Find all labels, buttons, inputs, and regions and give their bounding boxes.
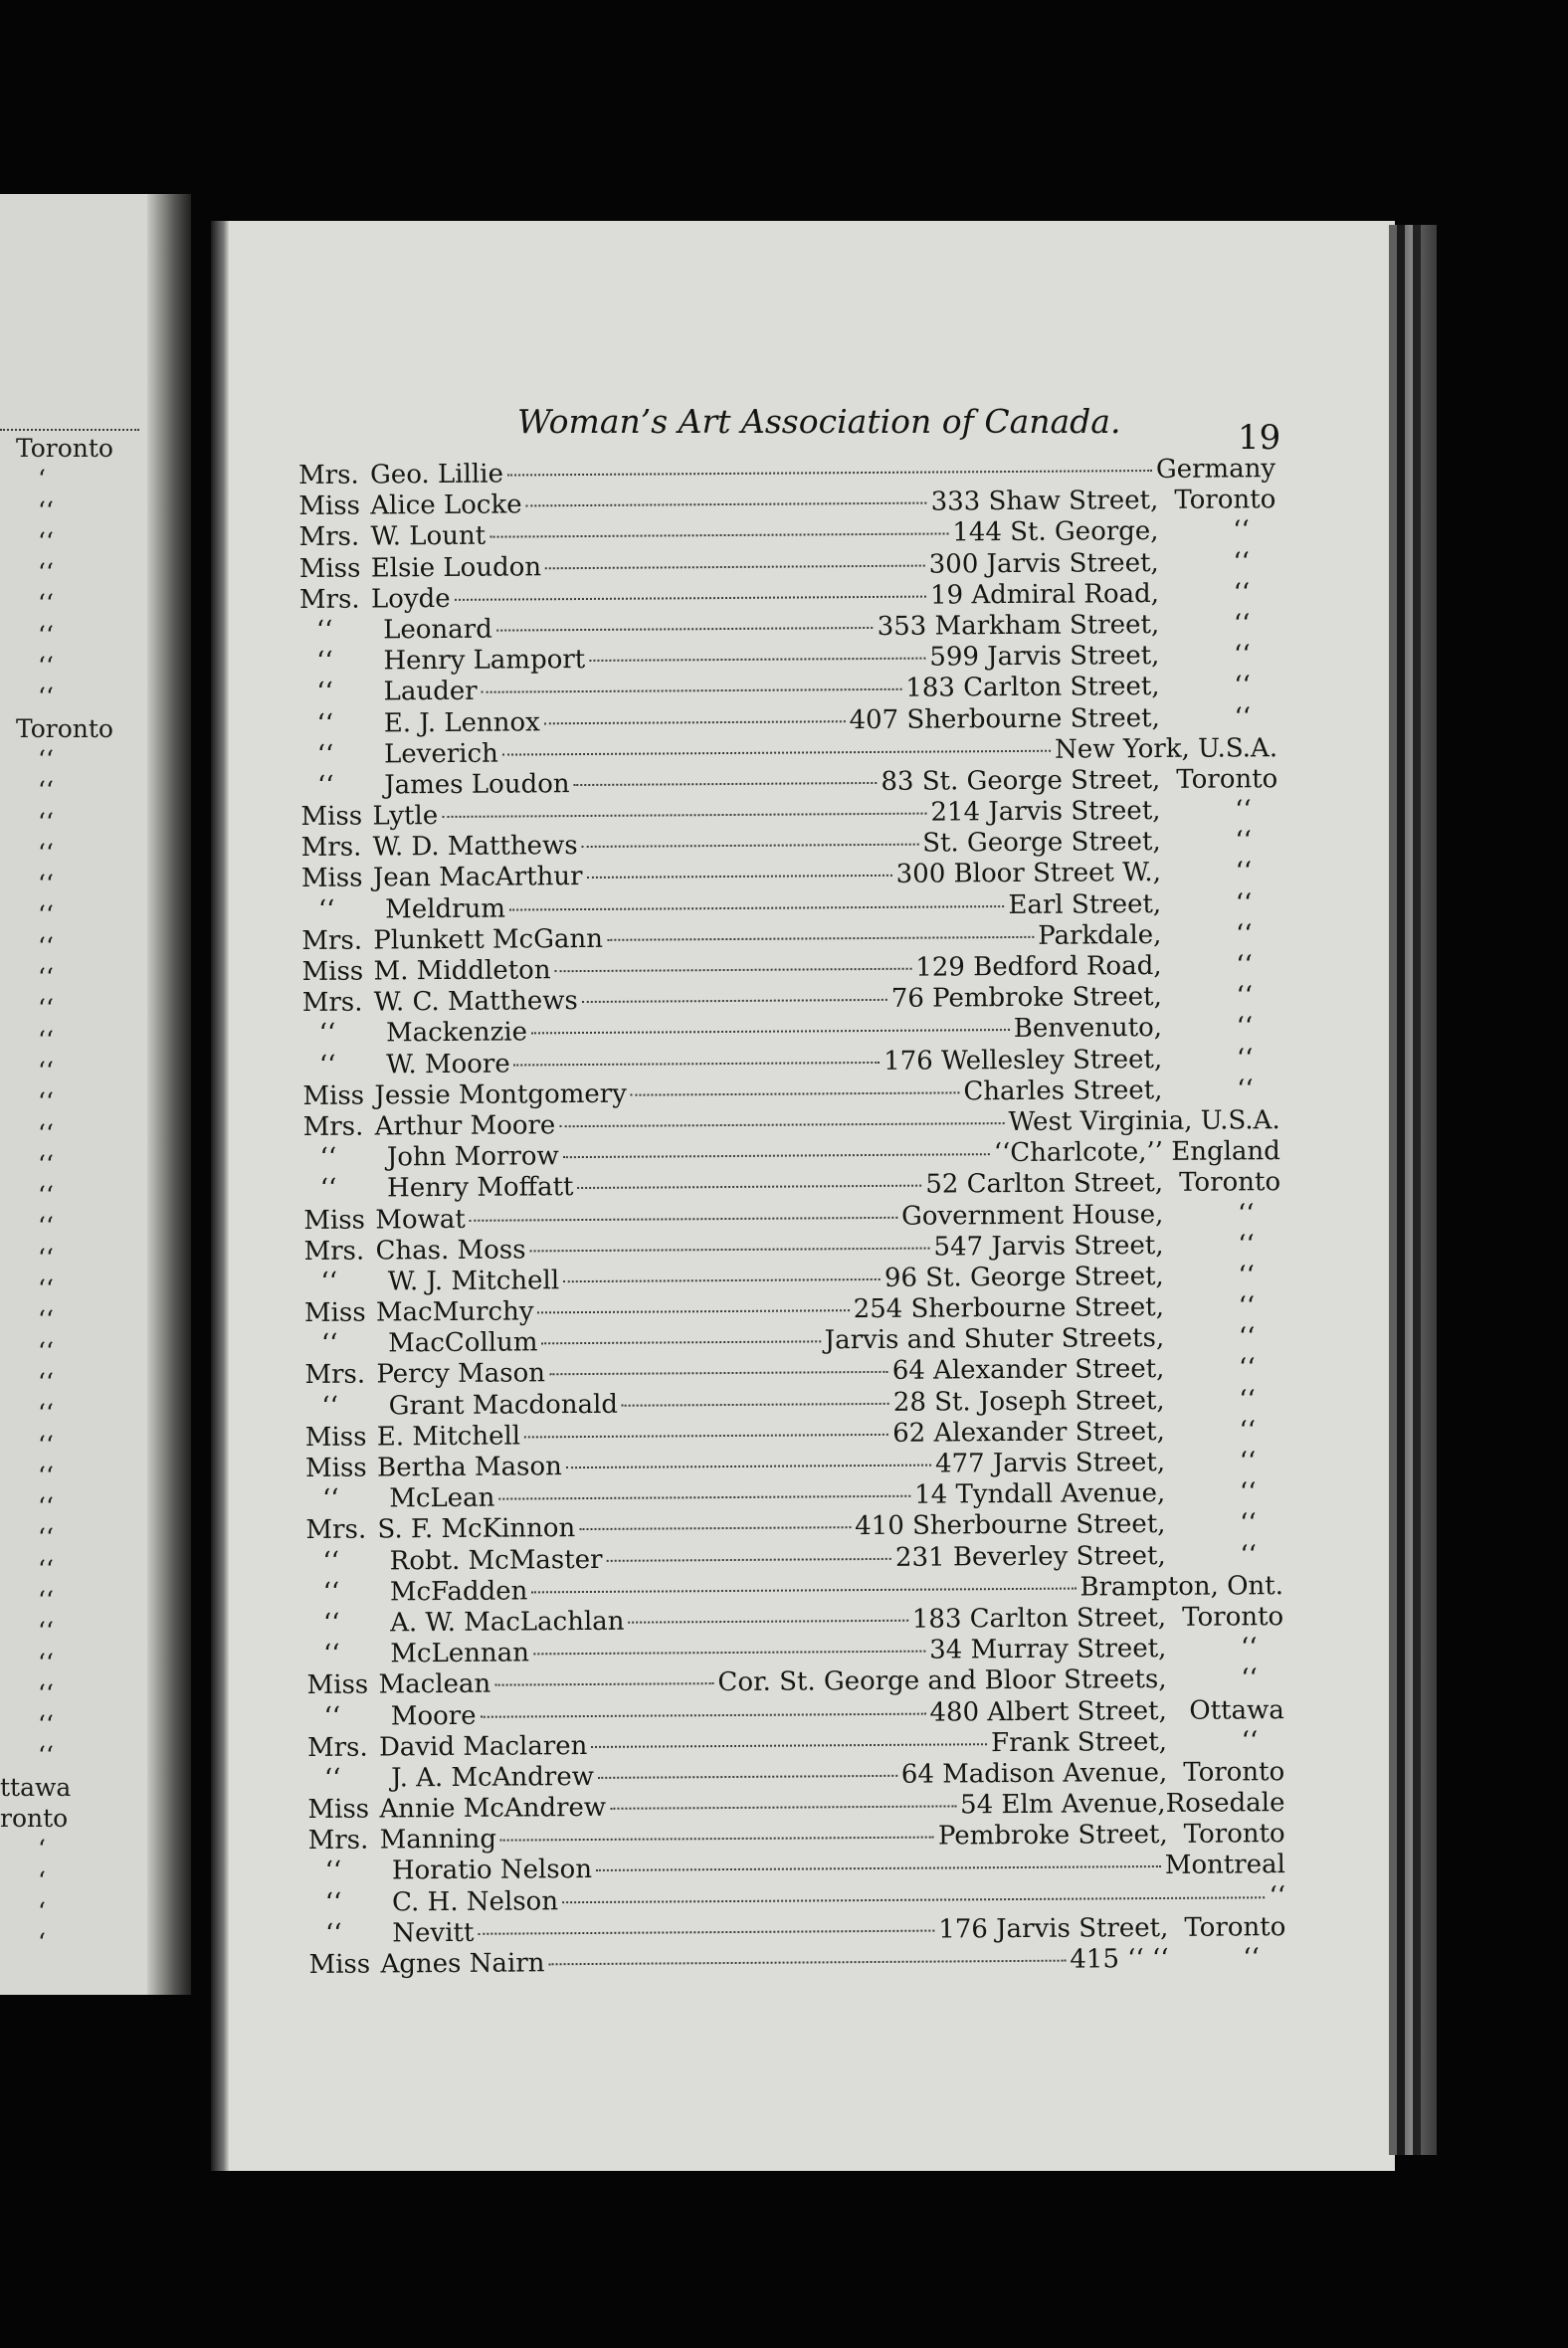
member-address: Germany	[1155, 454, 1276, 485]
member-address: 300 Bloor Street W.,	[895, 858, 1162, 890]
member-city: ‘‘	[1236, 1043, 1254, 1074]
book-fold	[147, 194, 191, 1995]
dot-leader	[607, 936, 1034, 941]
member-title: ‘‘	[324, 1887, 342, 1918]
page-gutter	[211, 221, 229, 2171]
member-title: ‘‘	[322, 1546, 340, 1577]
member-title: ‘‘	[321, 1483, 339, 1515]
page-header-title: Woman’s Art Association of Canada.	[517, 402, 1121, 441]
left-page-cell: ‘‘	[38, 495, 54, 525]
dot-leader	[631, 1091, 960, 1095]
member-name: W. C. Matthews	[373, 986, 578, 1018]
left-page-cell: ‘	[38, 465, 46, 494]
member-city: ‘‘	[1234, 701, 1252, 732]
member-name: W. D. Matthews	[372, 831, 578, 863]
dot-leader	[587, 875, 892, 879]
member-name: Percy Mason	[376, 1358, 546, 1390]
dot-leader	[531, 1587, 1076, 1593]
left-page-cell: ‘‘	[38, 1367, 54, 1397]
left-page-cell: ‘‘	[38, 683, 54, 712]
member-name: Mackenzie	[385, 1017, 528, 1049]
member-city: ‘‘	[1241, 1663, 1258, 1694]
member-address: 14 Tyndall Avenue,	[914, 1478, 1166, 1510]
member-title: ‘‘	[321, 1391, 339, 1422]
member-city: ‘‘	[1234, 671, 1251, 701]
left-page-cell: ‘‘	[38, 931, 54, 961]
member-title: ‘‘	[317, 894, 335, 925]
left-page-cell: ‘‘	[38, 838, 54, 868]
dot-leader	[494, 1682, 713, 1686]
left-page-cell: ‘‘	[38, 589, 54, 619]
member-city: ‘‘	[1238, 1291, 1256, 1322]
left-page-cell: ronto	[0, 1804, 69, 1834]
member-title: Mrs.	[305, 1514, 367, 1546]
member-title: Miss	[304, 1453, 367, 1483]
member-address: Montreal	[1164, 1850, 1285, 1881]
left-page-cell: ‘‘	[38, 1212, 54, 1242]
left-page-cell: ‘‘	[38, 1305, 54, 1335]
member-title: Mrs.	[307, 1825, 369, 1857]
dot-leader	[470, 1216, 897, 1221]
member-address: 407 Sherbourne Street,	[849, 702, 1160, 735]
dot-leader	[548, 1960, 1066, 1966]
member-address: 129 Bedford Road,	[915, 950, 1162, 983]
dot-leader	[442, 813, 926, 818]
left-page-cell: ‘	[38, 1835, 46, 1864]
left-page	[0, 194, 191, 1995]
member-city: Toronto	[1182, 1602, 1284, 1633]
member-name: Lytle	[372, 801, 439, 832]
member-title: Mrs.	[301, 925, 363, 956]
left-page-cell: ‘‘	[38, 963, 54, 993]
member-city: ‘‘	[1239, 1384, 1256, 1416]
member-title: Miss	[303, 1297, 366, 1329]
member-title: Mrs.	[298, 584, 360, 615]
member-title: ‘‘	[318, 1050, 336, 1080]
member-address: Pembroke Street,	[937, 1820, 1168, 1852]
member-title: Mrs.	[300, 832, 362, 864]
left-page-cell: ‘‘	[38, 1710, 54, 1740]
left-page-cell: Toronto	[16, 713, 113, 743]
page-edges	[1389, 225, 1437, 2155]
member-address: Jarvis and Shuter Streets,	[824, 1323, 1165, 1356]
dot-leader	[502, 749, 1051, 755]
member-title: Miss	[304, 1422, 367, 1453]
member-name: Mowat	[375, 1204, 466, 1235]
member-city: ‘‘	[1236, 981, 1254, 1012]
member-address: 477 Jarvis Street,	[934, 1447, 1166, 1479]
left-page-cell: ‘‘	[38, 1399, 54, 1429]
dot-leader	[478, 1929, 934, 1934]
member-address: ‘‘Charlcote,’’ England	[993, 1136, 1280, 1169]
left-page-cell: ‘‘	[38, 620, 54, 650]
member-name: J. A. McAndrew	[391, 1761, 595, 1794]
dot-leader	[530, 1247, 930, 1252]
dot-leader	[598, 1775, 897, 1779]
left-page-cell: ‘‘	[38, 1554, 54, 1584]
dot-leader	[563, 1278, 881, 1282]
member-title: ‘‘	[316, 708, 334, 739]
member-city: ‘‘	[1235, 795, 1252, 826]
member-city: ‘‘	[1236, 1012, 1254, 1043]
left-page-cell: ‘‘	[38, 1336, 54, 1366]
member-title: ‘‘	[316, 770, 334, 801]
left-page-cell: ‘‘	[38, 1461, 54, 1490]
member-address: 144 St. George,	[952, 516, 1159, 548]
member-name: Lauder	[383, 677, 478, 707]
member-address: 254 Sherbourne Street,	[853, 1292, 1165, 1325]
dot-leader	[455, 595, 926, 600]
member-title: ‘‘	[322, 1577, 340, 1608]
member-title: Mrs.	[301, 987, 363, 1019]
dot-leader	[596, 1865, 1161, 1871]
member-address: 64 Alexander Street,	[891, 1354, 1165, 1387]
dot-leader	[526, 502, 927, 507]
member-city: ‘‘	[1237, 1198, 1255, 1229]
member-name: W. Moore	[386, 1049, 510, 1079]
left-page-cell: ttawa	[0, 1772, 72, 1802]
left-page-cell: ‘‘	[38, 1492, 54, 1522]
member-address: St. George Street,	[922, 827, 1161, 859]
member-city: ‘‘	[1235, 826, 1253, 857]
member-city: ‘‘	[1239, 1477, 1257, 1508]
left-page-cell: ‘‘	[38, 526, 54, 556]
member-name: Moore	[390, 1700, 477, 1731]
member-title: ‘‘	[323, 1763, 341, 1794]
member-address: 52 Carlton Street,	[925, 1168, 1164, 1200]
member-city: Ottawa	[1189, 1694, 1284, 1726]
dot-leader	[531, 1029, 1010, 1034]
member-title: ‘‘	[323, 1639, 340, 1669]
dot-leader	[544, 720, 846, 724]
dot-leader	[514, 1061, 880, 1066]
member-name: Meldrum	[385, 893, 506, 925]
member-list	[298, 454, 1286, 1981]
member-address: 176 Wellesley Street,	[883, 1044, 1163, 1076]
member-name: Henry Moffatt	[387, 1172, 574, 1204]
dot-leader	[579, 1527, 851, 1531]
member-name: James Loudon	[384, 768, 570, 801]
left-page-column	[0, 433, 139, 1959]
member-address: Benvenuto,	[1013, 1013, 1163, 1045]
left-page-cell: ‘‘	[38, 1585, 54, 1615]
member-title: ‘‘	[315, 615, 333, 646]
member-address: 76 Pembroke Street,	[890, 982, 1162, 1015]
member-city: Toronto	[1183, 1819, 1285, 1851]
member-name: Leverich	[383, 738, 498, 770]
left-page-cell: ‘‘	[38, 744, 54, 774]
member-address: 547 Jarvis Street,	[933, 1230, 1164, 1263]
dot-leader	[582, 844, 919, 848]
member-name: Geo. Lillie	[369, 459, 504, 490]
member-address: Earl Street,	[1008, 888, 1162, 920]
left-page-cell: ‘‘	[38, 1274, 54, 1304]
member-title: ‘‘	[324, 1857, 342, 1887]
member-name: McFadden	[389, 1576, 528, 1608]
member-city: ‘‘	[1238, 1322, 1256, 1353]
member-name: Annie McAndrew	[379, 1792, 607, 1825]
member-name: Robt. McMaster	[389, 1544, 603, 1576]
dot-leader	[566, 1465, 931, 1469]
left-page-cell: ‘‘	[38, 1087, 54, 1117]
member-city: ‘‘	[1237, 1075, 1254, 1105]
member-address: 480 Albert Street,	[929, 1695, 1167, 1728]
left-page-cell: ‘‘	[38, 994, 54, 1024]
member-title: ‘‘	[316, 739, 334, 770]
left-page-cell: ‘‘	[38, 870, 54, 899]
left-page-cell: ‘‘	[38, 652, 54, 682]
dot-leader	[610, 1805, 956, 1809]
member-address: Government House,	[900, 1199, 1164, 1232]
member-name: Jessie Montgomery	[374, 1078, 627, 1111]
member-title: ‘‘	[324, 1918, 342, 1949]
member-city: ‘‘	[1236, 950, 1253, 981]
member-address: Brampton, Ont.	[1079, 1570, 1284, 1603]
member-address: 183 Carlton Street,	[911, 1602, 1167, 1635]
member-address: Frank Street,	[990, 1726, 1168, 1758]
member-name: Nevitt	[392, 1917, 475, 1949]
member-city: ‘‘	[1241, 1725, 1259, 1757]
dot-leader	[507, 470, 1152, 477]
member-city: ‘‘	[1235, 857, 1253, 887]
left-page-cell: ‘‘	[38, 1118, 54, 1148]
member-address: 300 Jarvis Street,	[928, 547, 1159, 580]
member-title: Miss	[308, 1949, 371, 1980]
member-city: ‘‘	[1233, 578, 1251, 609]
dot-leader	[574, 782, 878, 786]
dot-leader	[498, 1495, 910, 1500]
member-name: Chas. Moss	[375, 1235, 526, 1267]
member-address: 28 St. Joseph Street,	[892, 1385, 1165, 1418]
member-address: 176 Jarvis Street,	[938, 1912, 1169, 1945]
member-title: Miss	[298, 553, 361, 584]
member-title: Mrs.	[303, 1236, 365, 1267]
member-name: Manning	[379, 1824, 497, 1856]
member-city: Toronto	[1174, 485, 1276, 516]
left-page-cell: ‘‘	[38, 1678, 54, 1708]
member-title: Mrs.	[298, 460, 359, 490]
member-title: Mrs.	[306, 1732, 368, 1763]
member-name: Jean MacArthur	[372, 862, 583, 893]
member-title: Mrs.	[304, 1359, 366, 1391]
left-page-rule	[0, 429, 139, 431]
member-address: 415 ‘‘ ‘‘	[1070, 1943, 1169, 1975]
dot-leader	[500, 1837, 934, 1842]
member-title: ‘‘	[322, 1608, 340, 1639]
member-address: Cor. St. George and Bloor Streets,	[717, 1664, 1167, 1698]
member-title: Mrs.	[302, 1111, 364, 1142]
member-title: Mrs.	[298, 521, 360, 553]
member-address: 54 Elm Avenue,	[960, 1789, 1166, 1821]
member-name: Alice Locke	[370, 489, 522, 521]
member-name: Bertha Mason	[376, 1452, 562, 1483]
page-number: 19	[1238, 418, 1281, 458]
member-title: Miss	[303, 1205, 366, 1236]
member-city: ‘‘	[1238, 1261, 1256, 1291]
dot-leader	[481, 1712, 926, 1717]
member-title: ‘‘	[320, 1267, 338, 1297]
member-address: 183 Carlton Street,	[905, 672, 1160, 704]
member-name: W. Lount	[370, 521, 487, 552]
member-name: Agnes Nairn	[380, 1948, 545, 1980]
dot-leader	[606, 1557, 891, 1561]
dot-leader	[549, 1371, 888, 1375]
member-city: ‘‘	[1239, 1353, 1256, 1384]
member-title: ‘‘	[318, 1019, 336, 1050]
member-address: 62 Alexander Street,	[892, 1416, 1165, 1449]
member-name: MacCollum	[388, 1327, 538, 1359]
member-title: ‘‘	[316, 678, 333, 708]
dot-leader	[628, 1620, 907, 1624]
member-name: McLean	[389, 1482, 495, 1514]
dot-leader	[541, 1341, 820, 1345]
member-title: Miss	[306, 1669, 369, 1701]
member-name: Plunkett McGann	[373, 923, 604, 956]
member-name: A. W. MacLachlan	[390, 1606, 625, 1639]
member-title: Miss	[301, 956, 364, 987]
member-title: ‘‘	[319, 1142, 337, 1173]
left-page-cell: ‘‘	[38, 1430, 54, 1460]
member-city: ‘‘	[1235, 919, 1253, 950]
left-page-cell: ‘‘	[38, 1243, 54, 1272]
member-address: 214 Jarvis Street,	[930, 796, 1161, 828]
member-city: ‘‘	[1239, 1416, 1257, 1447]
member-address: 64 Madison Avenue,	[900, 1757, 1168, 1790]
left-page-cell: ‘‘	[38, 1741, 54, 1771]
dot-leader	[545, 564, 925, 569]
left-page-cell: ‘‘	[38, 807, 54, 837]
member-name: Arthur Moore	[374, 1110, 556, 1142]
dot-leader	[496, 627, 874, 632]
member-title: Miss	[298, 490, 361, 522]
member-city: ‘‘	[1238, 1229, 1255, 1261]
left-page-cell: ‘‘	[38, 900, 54, 930]
left-page-cell: ‘‘	[38, 776, 54, 806]
member-title: Miss	[300, 801, 363, 833]
dot-leader	[582, 999, 887, 1003]
left-page-cell: ‘‘	[38, 1523, 54, 1553]
member-address: 83 St. George Street,	[881, 764, 1161, 797]
dot-leader	[524, 1434, 888, 1439]
dot-leader	[490, 533, 948, 538]
left-page-cell: ‘	[38, 1928, 46, 1958]
dot-leader	[559, 1122, 1004, 1127]
member-title: Miss	[307, 1794, 370, 1826]
member-address: 19 Admiral Road,	[929, 578, 1160, 611]
dot-leader	[622, 1403, 889, 1407]
dot-leader	[577, 1185, 921, 1189]
member-name: David Maclaren	[378, 1730, 588, 1763]
member-address: 599 Jarvis Street,	[929, 641, 1160, 673]
member-city: Rosedale	[1165, 1788, 1285, 1820]
member-address: 231 Beverley Street,	[894, 1540, 1166, 1573]
dot-leader	[562, 1896, 1266, 1903]
member-name: Grant Macdonald	[388, 1389, 619, 1422]
member-title: ‘‘	[316, 646, 333, 678]
member-address: 333 Shaw Street,	[930, 486, 1159, 517]
member-city: ‘‘	[1243, 1943, 1260, 1974]
left-page-cell: ‘‘	[38, 1648, 54, 1677]
left-page-cell: ‘‘	[38, 1181, 54, 1211]
member-name: Loyde	[370, 583, 451, 615]
member-title: ‘‘	[323, 1701, 341, 1732]
member-name: S. F. McKinnon	[377, 1513, 576, 1545]
left-page-cell: ‘	[38, 1865, 46, 1895]
dot-leader	[509, 905, 1005, 910]
member-name: E. J. Lennox	[383, 706, 540, 738]
member-address: Charles Street,	[963, 1075, 1163, 1107]
member-name: Maclean	[378, 1668, 491, 1700]
member-city: ‘‘	[1240, 1633, 1258, 1663]
member-title: ‘‘	[319, 1174, 337, 1205]
member-title: Miss	[300, 863, 363, 894]
dot-leader	[482, 688, 902, 693]
member-address: 96 St. George Street,	[883, 1261, 1164, 1293]
member-city: Toronto	[1179, 1167, 1281, 1199]
member-city: ‘‘	[1233, 546, 1251, 578]
member-city: Toronto	[1176, 764, 1278, 795]
member-title: ‘‘	[320, 1328, 338, 1360]
member-name: McLennan	[390, 1638, 530, 1669]
member-city: Toronto	[1184, 1911, 1286, 1943]
member-city: ‘‘	[1233, 515, 1250, 546]
member-name: Elsie Loudon	[370, 551, 542, 584]
member-city: ‘‘	[1240, 1508, 1257, 1539]
member-name: M. Middleton	[373, 955, 551, 987]
member-name: C. H. Nelson	[392, 1885, 559, 1918]
member-address: 410 Sherbourne Street,	[855, 1509, 1166, 1542]
left-page-cell: ‘‘	[38, 1025, 54, 1055]
left-page-cell: ‘	[38, 1896, 46, 1926]
member-city: Toronto	[1183, 1756, 1285, 1788]
member-name: MacMurchy	[375, 1296, 534, 1328]
member-address: 353 Markham Street,	[877, 609, 1160, 642]
member-name: W. J. Mitchell	[387, 1266, 560, 1297]
member-name: E. Mitchell	[376, 1421, 521, 1453]
member-city: ‘‘	[1240, 1539, 1258, 1570]
member-name: Henry Lamport	[383, 645, 586, 677]
left-page-cell: ‘‘	[38, 1617, 54, 1647]
member-name: Leonard	[383, 614, 492, 646]
member-address: West Virginia, U.S.A.	[1008, 1105, 1280, 1137]
member-city: ‘‘	[1233, 609, 1251, 640]
dot-leader	[533, 1651, 925, 1656]
dot-leader	[589, 658, 925, 662]
dot-leader	[563, 1153, 990, 1158]
member-address: ‘‘	[1269, 1880, 1286, 1911]
member-city: ‘‘	[1235, 887, 1253, 919]
member-city: ‘‘	[1234, 640, 1251, 671]
left-page-cell: ‘‘	[38, 558, 54, 588]
member-address: Parkdale,	[1038, 919, 1162, 951]
dot-leader	[591, 1743, 987, 1748]
member-address: New York, U.S.A.	[1055, 732, 1278, 765]
member-name: John Morrow	[386, 1141, 559, 1173]
dot-leader	[555, 968, 912, 973]
member-address: 34 Murray Street,	[929, 1634, 1167, 1665]
left-page-cell: Toronto	[16, 434, 113, 463]
left-page-cell: ‘‘	[38, 1149, 54, 1179]
member-city: ‘‘	[1239, 1447, 1257, 1477]
dot-leader	[537, 1309, 849, 1313]
left-page-cell: ‘‘	[38, 1056, 54, 1085]
member-title: Miss	[302, 1080, 365, 1111]
member-name: Horatio Nelson	[391, 1855, 593, 1886]
